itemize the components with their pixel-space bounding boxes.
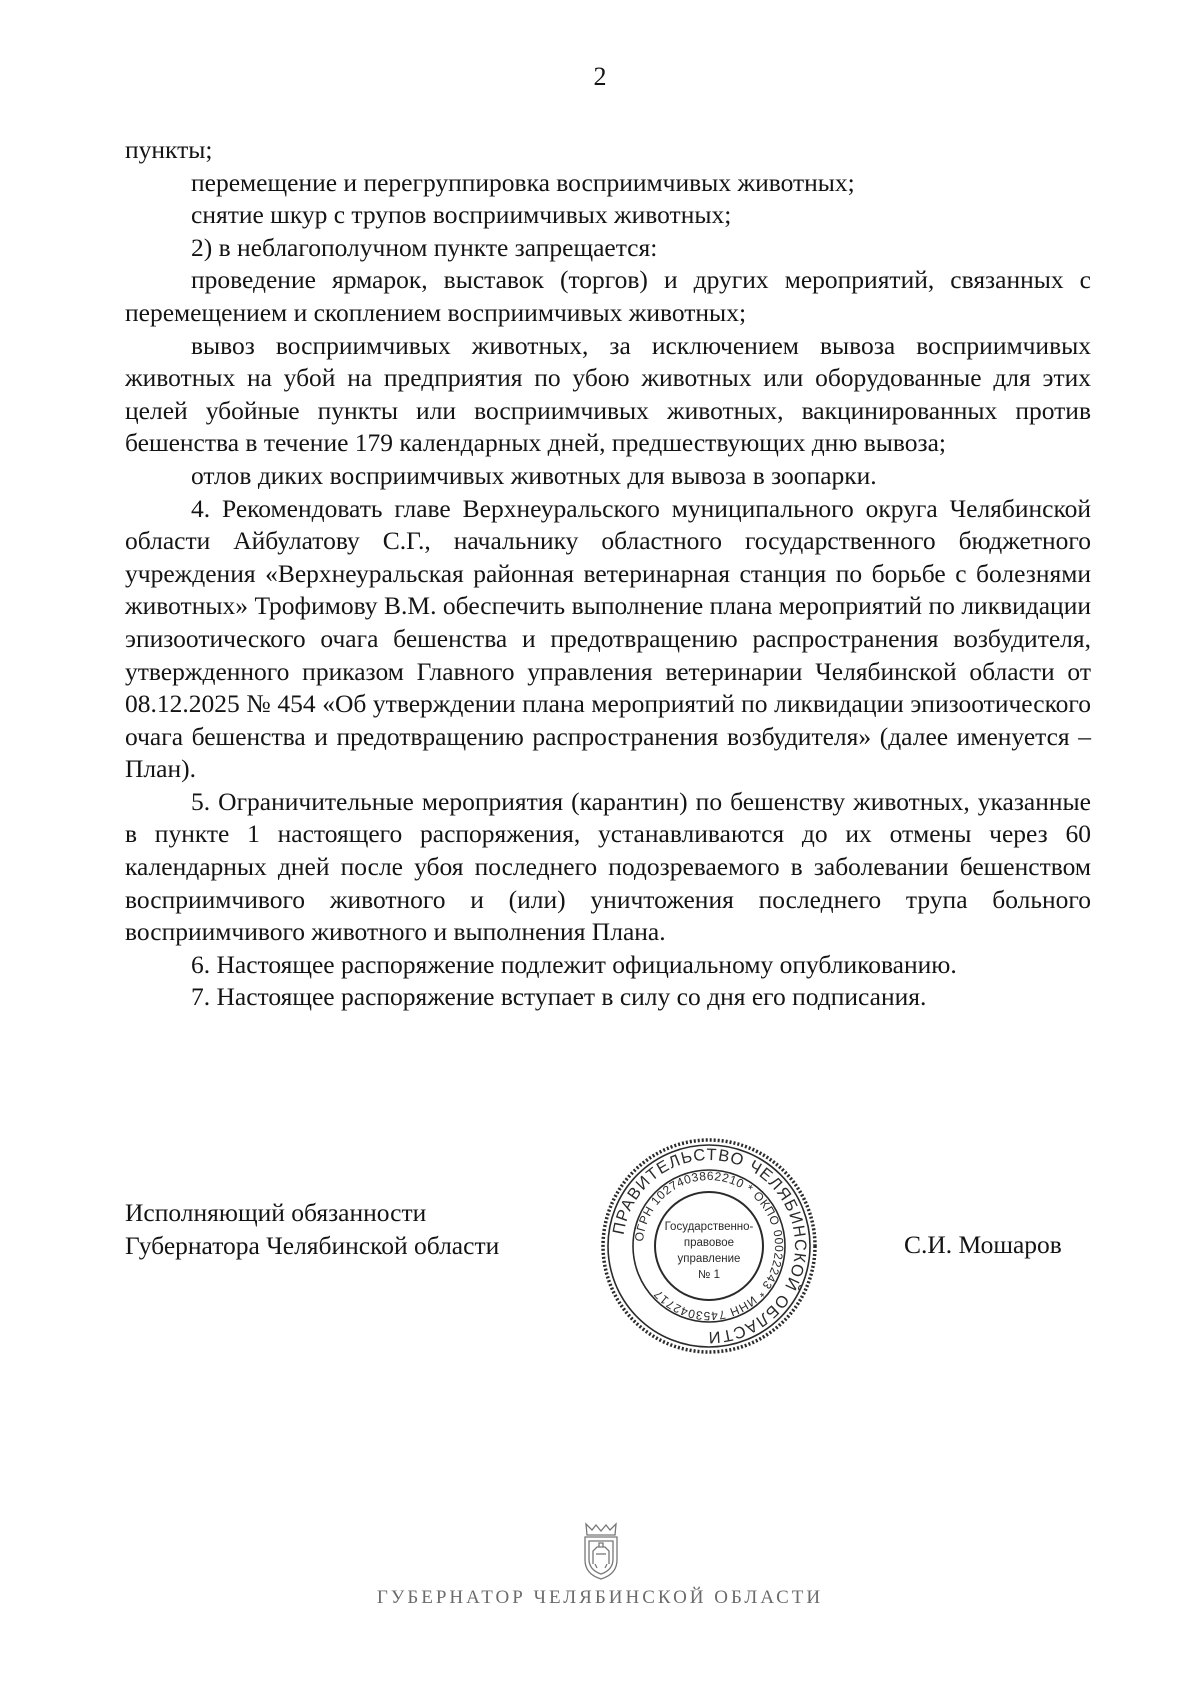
paragraph-11: 7. Настоящее распоряжение вступает в силу со дня его подписания. [191,982,927,1012]
paragraph-9: 5. Ограничительные мероприятия (карантин) по бешенству животных, указанные в пункте 1 настоящего распоряжения, устанавливаются до их отмены через 60 календарных дней после убоя последнего подозреваемого в заболевании бешенством восприимчивого животного и (или) уничтожения последнего трупа больного восприимчивого животного и выполнения Плана. [125,786,1091,947]
paragraph-3: снятие шкур с трупов восприимчивых животных; [191,200,732,230]
document-body [125,134,1091,1014]
stamp-inner-text: ОГРН 1027403862210 * ОКПО 00022243 * ИНН 7453042717 [632,1168,787,1324]
paragraph-1: пункты; [125,135,213,164]
coat-of-arms-icon [578,1520,624,1582]
paragraph-4: 2) в неблагополучном пункте запрещается: [191,232,658,262]
stamp-center-line-2: правовое [683,1237,735,1249]
letterhead-footer: ГУБЕРНАТОР ЧЕЛЯБИНСКОЙ ОБЛАСТИ [376,1587,824,1608]
stamp-center-line-1: Государственно- [664,1221,754,1233]
signature-title-line-1: Исполняющий обязанности [125,1198,427,1227]
signature-title-line-2: Губернатора Челябинской области [125,1231,500,1260]
paragraph-10: 6. Настоящее распоряжение подлежит официальному опубликованию. [191,949,957,979]
stamp-center-line-4: № 1 [698,1269,720,1281]
paragraph-5: проведение ярмарок, выставок (торгов) и других мероприятий, связанных с перемещением и скоплением восприимчивых животных; [125,265,1091,327]
page-number: 2 [593,62,607,91]
paragraph-8: 4. Рекомендовать главе Верхнеуральского муниципального округа Челябинской области Айбулатову С.Г., начальнику областного государственного бюджетного учреждения «Верхнеуральская районная ветеринарная станция по борьбе с болезнями животных» Трофимову В.М. обеспечить выполнение плана мероприятий по ликвидации эпизоотического очага бешенства и предотвращению распространения возбудителя, утвержденного приказом Главного управления ветеринарии Челябинской области от 08.12.2025 № 454 «Об утверждении плана мероприятий по ликвидации эпизоотического очага бешенства и предотвращению распространения возбудителя» (далее именуется – План). [125,493,1091,784]
paragraph-6: вывоз восприимчивых животных, за исключением вывоза восприимчивых животных на убой на предприятия по убою животных или оборудованные для этих целей убойные пункты или восприимчивых животных, вакцинированных против бешенства в течение 179 календарных дней, предшествующих дню вывоза; [125,330,1091,458]
official-stamp [598,1135,820,1357]
signature-title [125,1196,499,1262]
paragraph-2: перемещение и перегруппировка восприимчивых животных; [191,167,855,197]
paragraph-7: отлов диких восприимчивых животных для вывоза в зоопарки. [191,460,877,490]
signature-name: С.И. Мошаров [904,1230,1062,1259]
stamp-outer-text: ПРАВИТЕЛЬСТВО ЧЕЛЯБИНСКОЙ ОБЛАСТИ [609,1145,810,1347]
stamp-center-line-3: управление [677,1253,741,1265]
